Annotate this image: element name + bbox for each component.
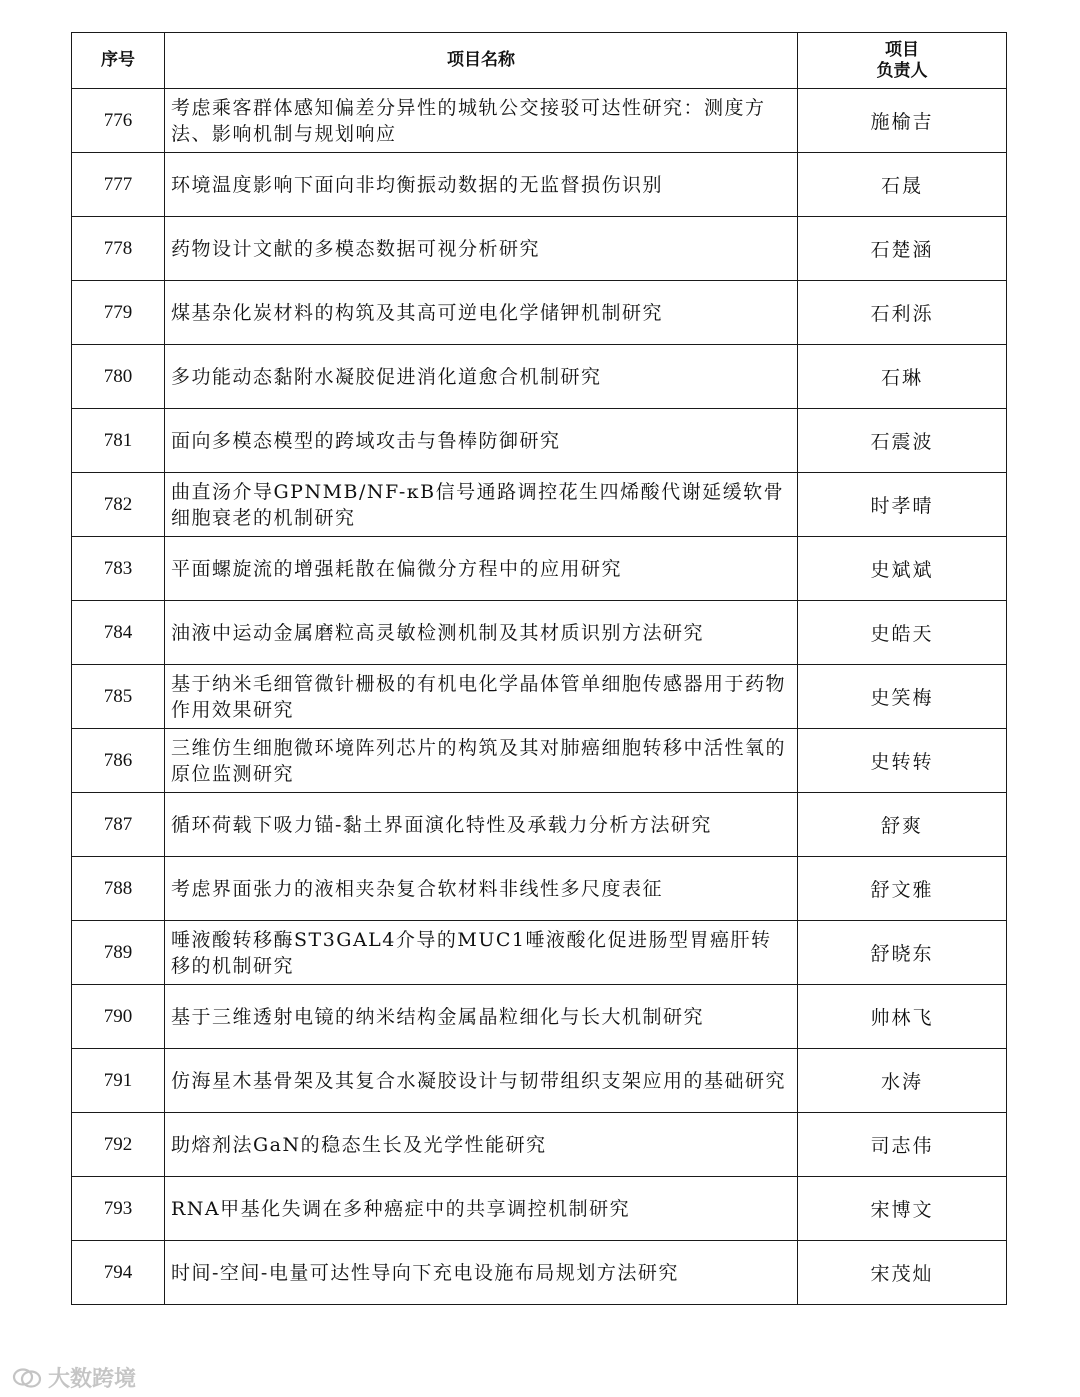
cell-project-leader: 时孝晴 [798,473,1007,537]
cell-project-name: 面向多模态模型的跨域攻击与鲁棒防御研究 [165,409,798,473]
cell-serial-number: 793 [72,1177,165,1241]
cell-serial-number: 788 [72,857,165,921]
cell-project-leader: 舒文雅 [798,857,1007,921]
cell-project-leader: 史皓天 [798,601,1007,665]
cell-project-leader: 水涛 [798,1049,1007,1113]
cell-serial-number: 787 [72,793,165,857]
cell-serial-number: 789 [72,921,165,985]
table-row [72,793,1007,857]
table-header-row [72,33,1007,89]
cell-project-name: 考虑界面张力的液相夹杂复合软材料非线性多尺度表征 [165,857,798,921]
cell-project-name: 多功能动态黏附水凝胶促进消化道愈合机制研究 [165,345,798,409]
header-project-leader-line2: 负责人 [876,60,928,81]
cell-serial-number: 792 [72,1113,165,1177]
cell-serial-number: 784 [72,601,165,665]
project-table [71,32,1007,1305]
cell-project-leader: 史笑梅 [798,665,1007,729]
cell-project-name: 三维仿生细胞微环境阵列芯片的构筑及其对肺癌细胞转移中活性氧的原位监测研究 [165,729,798,793]
cell-project-leader: 施榆吉 [798,89,1007,153]
cell-serial-number: 780 [72,345,165,409]
cell-serial-number: 781 [72,409,165,473]
cell-project-name: 基于三维透射电镜的纳米结构金属晶粒细化与长大机制研究 [165,985,798,1049]
watermark [12,1362,136,1393]
cell-project-name: 药物设计文献的多模态数据可视分析研究 [165,217,798,281]
table-row [72,729,1007,793]
header-serial-number: 序号 [72,33,165,89]
cell-project-name: 助熔剂法GaN的稳态生长及光学性能研究 [165,1113,798,1177]
cell-project-name: 油液中运动金属磨粒高灵敏检测机制及其材质识别方法研究 [165,601,798,665]
cell-serial-number: 778 [72,217,165,281]
cell-project-leader: 宋茂灿 [798,1241,1007,1305]
cell-serial-number: 786 [72,729,165,793]
cell-serial-number: 777 [72,153,165,217]
cell-project-name: 唾液酸转移酶ST3GAL4介导的MUC1唾液酸化促进肠型胃癌肝转移的机制研究 [165,921,798,985]
cell-project-leader: 石利泺 [798,281,1007,345]
cell-project-leader: 史转转 [798,729,1007,793]
cell-project-name: 考虑乘客群体感知偏差分异性的城轨公交接驳可达性研究：测度方法、影响机制与规划响应 [165,89,798,153]
cell-serial-number: 785 [72,665,165,729]
cell-serial-number: 783 [72,537,165,601]
cell-serial-number: 791 [72,1049,165,1113]
table-row [72,1177,1007,1241]
cell-serial-number: 776 [72,89,165,153]
cell-project-leader: 石晟 [798,153,1007,217]
chat-bubbles-logo-icon [12,1367,42,1389]
cell-project-leader: 石震波 [798,409,1007,473]
cell-project-name: 煤基杂化炭材料的构筑及其高可逆电化学储钾机制研究 [165,281,798,345]
cell-project-name: 基于纳米毛细管微针栅极的有机电化学晶体管单细胞传感器用于药物作用效果研究 [165,665,798,729]
cell-serial-number: 782 [72,473,165,537]
table-row [72,345,1007,409]
cell-project-leader: 帅林飞 [798,985,1007,1049]
cell-project-name: 曲直汤介导GPNMB/NF-κB信号通路调控花生四烯酸代谢延缓软骨细胞衰老的机制研究 [165,473,798,537]
table-row [72,217,1007,281]
cell-project-leader: 石楚涵 [798,217,1007,281]
cell-serial-number: 790 [72,985,165,1049]
cell-serial-number: 794 [72,1241,165,1305]
watermark-text: 大数跨境 [48,1367,137,1392]
table-row [72,985,1007,1049]
table-row [72,1113,1007,1177]
table-row [72,921,1007,985]
cell-project-leader: 石琳 [798,345,1007,409]
table-row [72,153,1007,217]
cell-project-leader: 司志伟 [798,1113,1007,1177]
cell-serial-number: 779 [72,281,165,345]
table-row [72,857,1007,921]
table-row [72,665,1007,729]
cell-project-leader: 宋博文 [798,1177,1007,1241]
table-row [72,89,1007,153]
cell-project-name: RNA甲基化失调在多种癌症中的共享调控机制研究 [165,1177,798,1241]
header-project-name: 项目名称 [165,33,798,89]
header-project-leader [798,33,1007,89]
table-row [72,537,1007,601]
cell-project-name: 循环荷载下吸力锚-黏土界面演化特性及承载力分析方法研究 [165,793,798,857]
cell-project-leader: 舒爽 [798,793,1007,857]
table-row [72,281,1007,345]
cell-project-name: 平面螺旋流的增强耗散在偏微分方程中的应用研究 [165,537,798,601]
table-row [72,409,1007,473]
table-row [72,1241,1007,1305]
cell-project-name: 时间-空间-电量可达性导向下充电设施布局规划方法研究 [165,1241,798,1305]
cell-project-name: 环境温度影响下面向非均衡振动数据的无监督损伤识别 [165,153,798,217]
table-row [72,473,1007,537]
cell-project-name: 仿海星木基骨架及其复合水凝胶设计与韧带组织支架应用的基础研究 [165,1049,798,1113]
table-row [72,1049,1007,1113]
table-body [72,89,1007,1305]
cell-project-leader: 史斌斌 [798,537,1007,601]
cell-project-leader: 舒晓东 [798,921,1007,985]
table-row [72,601,1007,665]
header-project-leader-line1: 项目 [885,39,919,60]
